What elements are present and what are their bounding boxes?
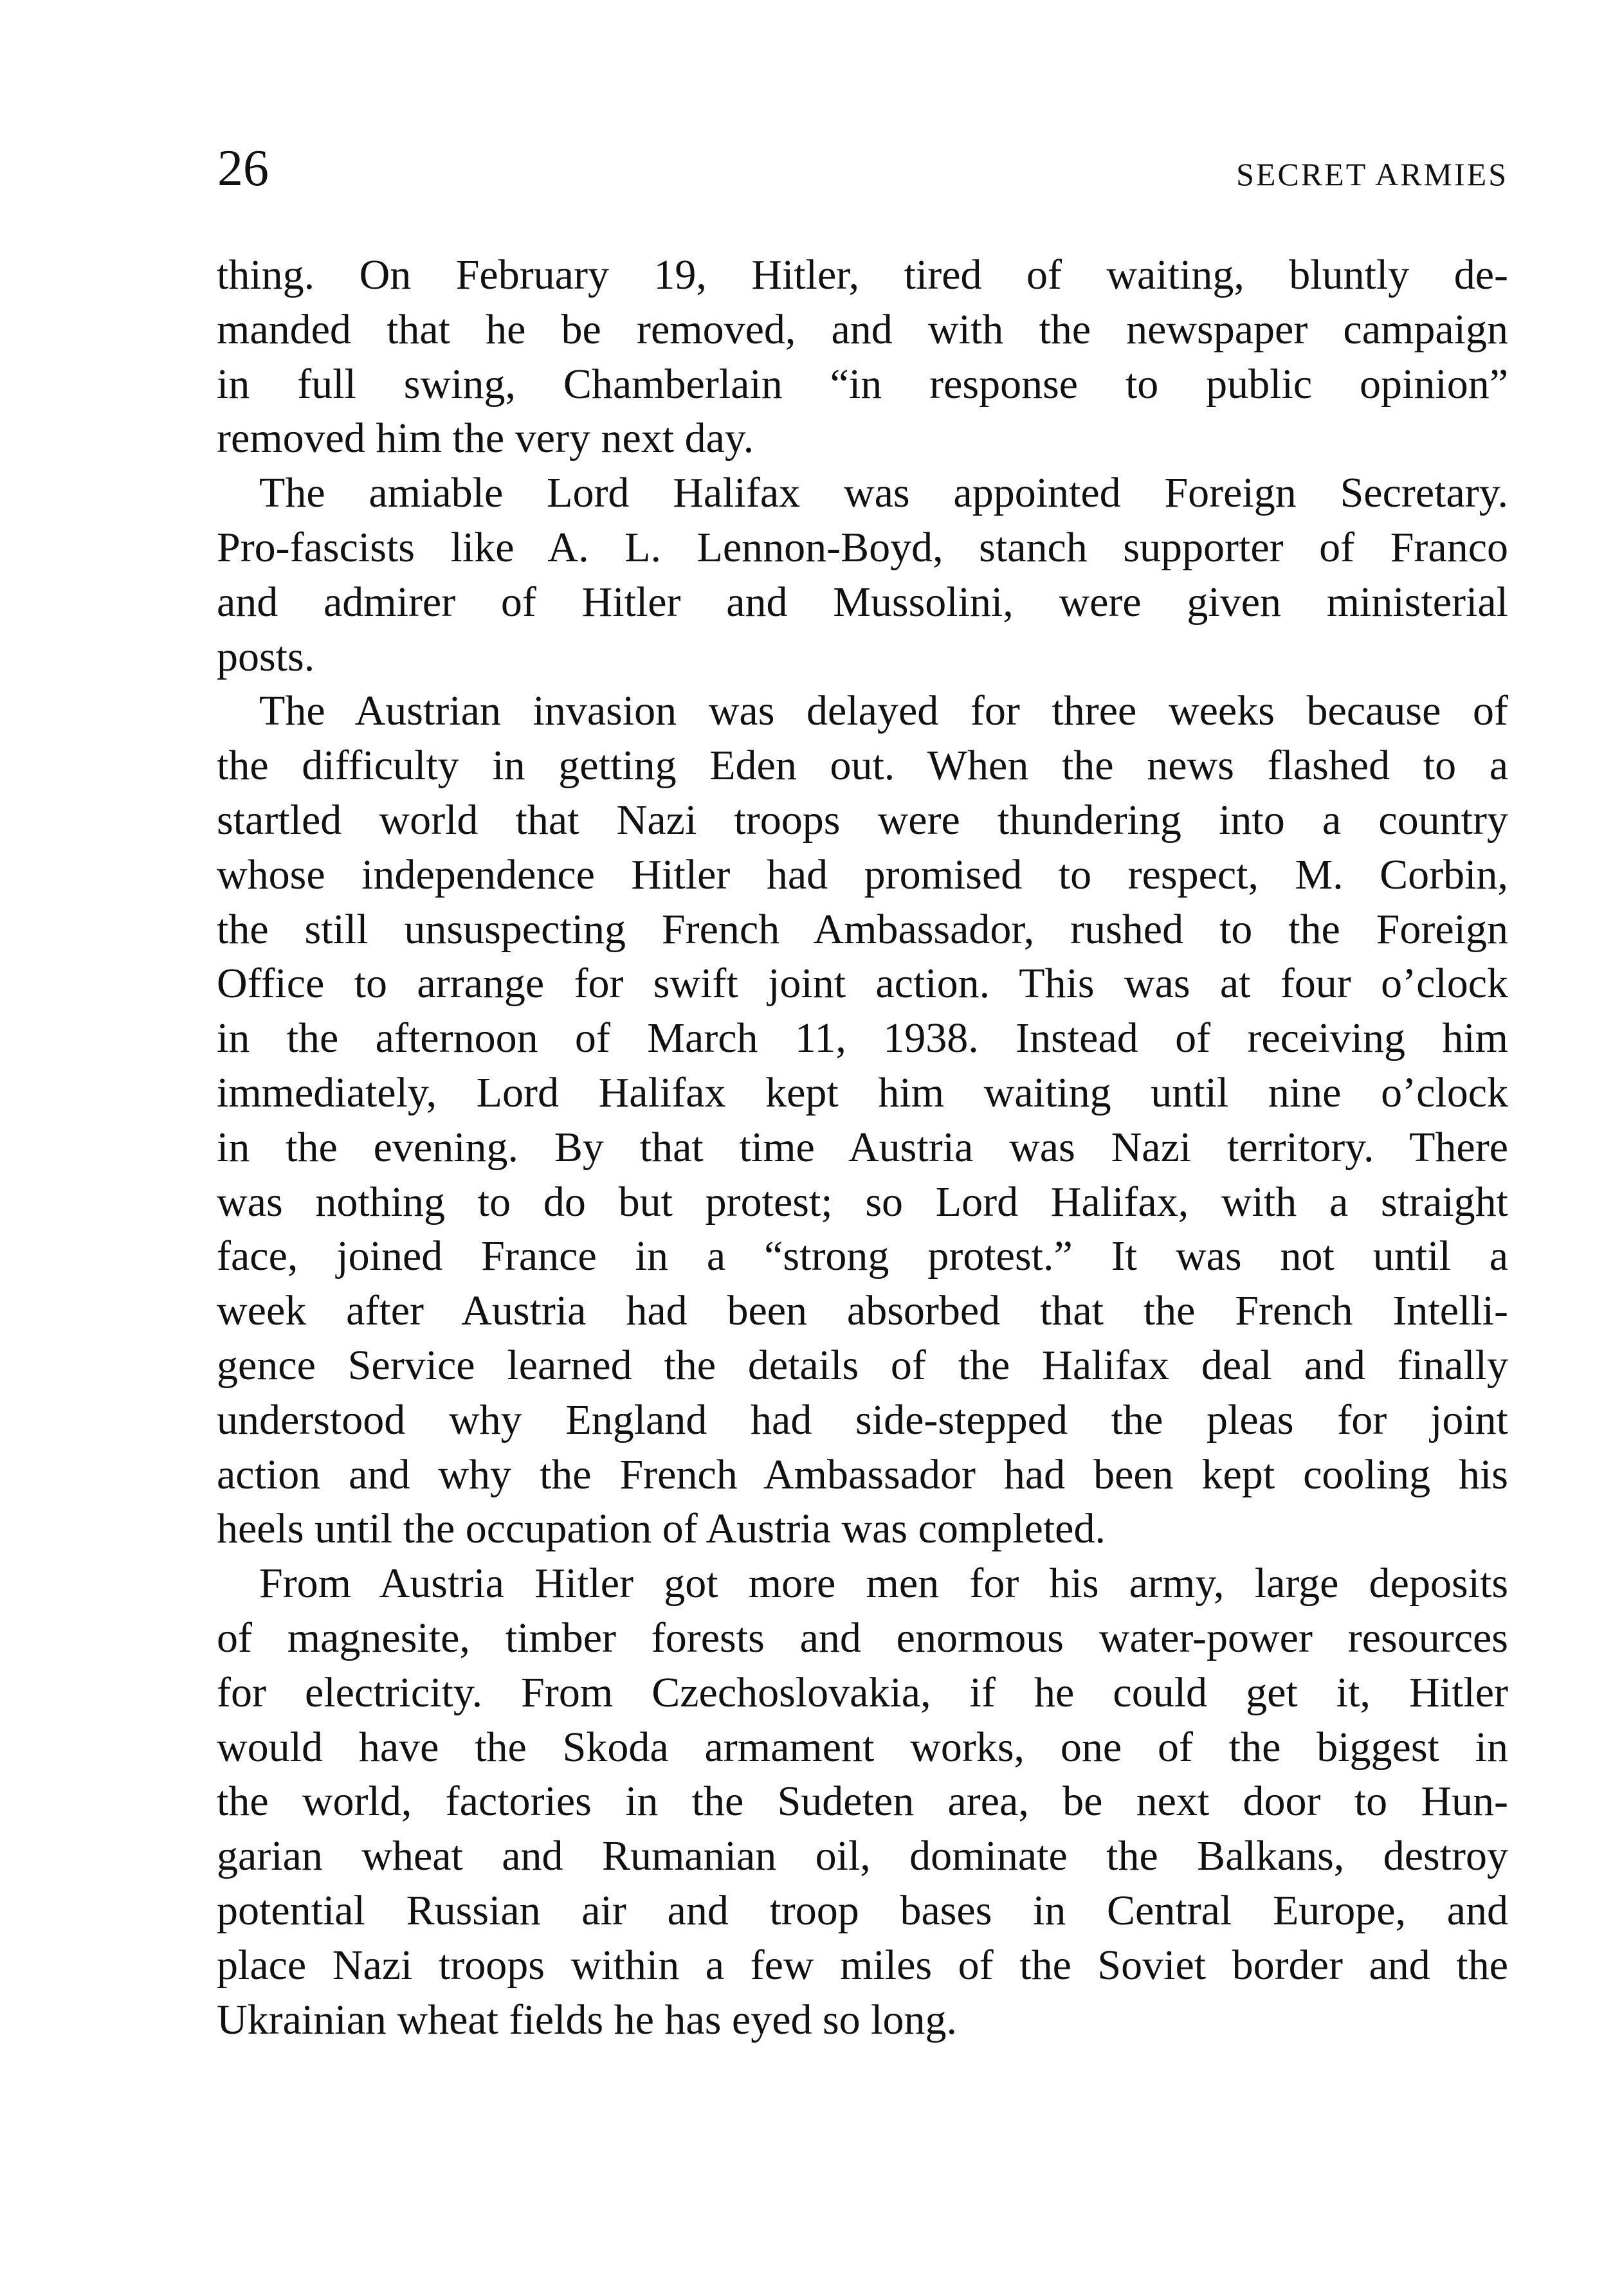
text-line: garian wheat and Rumanian oil, dominate the Balkans, destroy <box>217 1832 1508 1880</box>
paragraph <box>217 248 1508 466</box>
text-line: Pro-fascists like A. L. Lennon-Boyd, stanch supporter of Franco <box>217 523 1508 571</box>
text-line: was nothing to do but protest; so Lord Halifax, with a straight <box>217 1178 1508 1225</box>
text-line: heels until the occupation of Austria was completed. <box>217 1505 1106 1553</box>
text-line: Office to arrange for swift joint action. This was at four o’clock <box>217 960 1508 1008</box>
text-line: potential Russian air and troop bases in Central Europe, and <box>217 1886 1508 1934</box>
text-line: place Nazi troops within a few miles of the Soviet border and the <box>217 1941 1508 1989</box>
body-text <box>217 248 1508 2047</box>
text-line: and admirer of Hitler and Mussolini, were given ministerial <box>217 578 1508 626</box>
text-line: whose independence Hitler had promised to respect, M. Corbin, <box>217 851 1508 898</box>
text-line: immediately, Lord Halifax kept him waiting until nine o’clock <box>217 1069 1508 1116</box>
text-line: face, joined France in a “strong protest.” It was not until a <box>217 1233 1508 1280</box>
text-line: for electricity. From Czechoslovakia, if he could get it, Hitler <box>217 1668 1508 1716</box>
text-line: gence Service learned the details of the Halifax deal and finally <box>217 1341 1508 1389</box>
page-number: 26 <box>217 140 269 197</box>
text-line: startled world that Nazi troops were thundering into a country <box>217 796 1508 844</box>
text-line: The amiable Lord Halifax was appointed Foreign Secretary. <box>259 469 1508 517</box>
text-line: the difficulty in getting Eden out. When the news flashed to a <box>217 742 1508 790</box>
text-line: manded that he be removed, and with the newspaper campaign <box>217 305 1508 353</box>
text-line: week after Austria had been absorbed that the French Intelli- <box>217 1287 1508 1335</box>
text-line: the still unsuspecting French Ambassador, rushed to the Foreign <box>217 905 1508 953</box>
paragraph <box>217 684 1508 1557</box>
text-line: in the evening. By that time Austria was Nazi territory. There <box>217 1123 1508 1171</box>
text-line: The Austrian invasion was delayed for three weeks because of <box>259 687 1508 735</box>
text-line: removed him the very next day. <box>217 415 754 462</box>
text-line: understood why England had side-stepped the pleas for joint <box>217 1396 1508 1443</box>
text-line: From Austria Hitler got more men for his army, large deposits <box>259 1560 1508 1607</box>
text-line: would have the Skoda armament works, one of the biggest in <box>217 1723 1508 1771</box>
running-title: SECRET ARMIES <box>1236 156 1508 192</box>
text-line: in full swing, Chamberlain “in response to public opinion” <box>217 360 1508 408</box>
text-line: of magnesite, timber forests and enormous water-power resources <box>217 1614 1508 1661</box>
text-line: in the afternoon of March 11, 1938. Instead of receiving him <box>217 1015 1508 1062</box>
text-line: posts. <box>217 633 315 680</box>
text-line: Ukrainian wheat fields he has eyed so long. <box>217 1996 958 2043</box>
text-line: thing. On February 19, Hitler, tired of waiting, bluntly de- <box>217 251 1508 298</box>
text-line: action and why the French Ambassador had been kept cooling his <box>217 1451 1508 1498</box>
text-line: the world, factories in the Sudeten area, be next door to Hun- <box>217 1778 1508 1825</box>
paragraph <box>217 466 1508 684</box>
paragraph <box>217 1557 1508 2047</box>
